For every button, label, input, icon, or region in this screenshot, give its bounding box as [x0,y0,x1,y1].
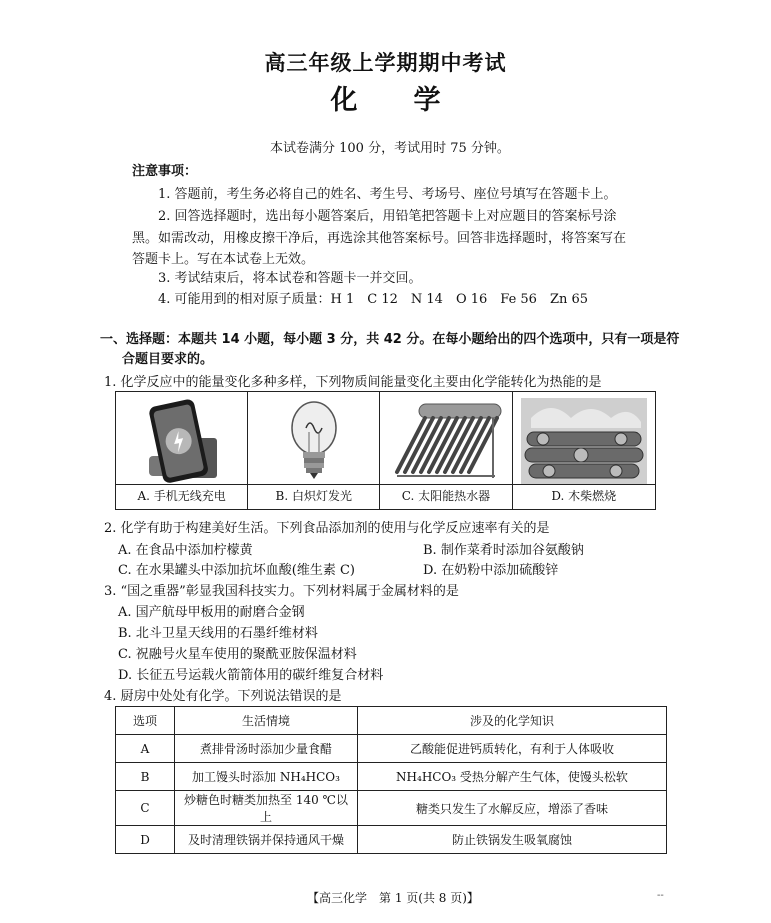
q1-option-b: B. 白炽灯发光 [248,484,379,507]
burning-wood-image [521,398,647,484]
q4-header-option: 选项 [116,707,175,735]
q3-option-c: C. 祝融号火星车使用的聚酰亚胺保温材料 [118,647,357,662]
q4-stem: 4. 厨房中处处有化学。下列说法错误的是 [104,689,342,704]
q4-row-d-option: D [116,826,175,854]
table-row [116,763,667,791]
q4-row-a-scene: 煮排骨汤时添加少量食醋 [175,735,358,763]
table-row [116,791,667,826]
q2-option-a: A. 在食品中添加柠檬黄 [118,543,253,558]
subject-title [0,78,771,117]
notice-item-2: 2. 回答选择题时，选出每小题答案后，用铅笔把答题卡上对应题目的答案标号涂 [158,209,617,224]
q4-header-row [116,707,667,735]
q1-option-c-cell [380,392,512,510]
q3-option-d: D. 长征五号运载火箭箭体用的碳纤维复合材料 [118,668,384,683]
notice-item-2-cont: 黑。如需改动，用橡皮擦干净后，再选涂其他答案标号。回答非选择题时，将答案写在 [132,231,627,246]
notice-item-3: 3. 考试结束后，将本试卷和答题卡一并交回。 [158,271,422,286]
solar-heater-image [383,398,509,484]
light-bulb-image [251,398,377,484]
q4-header-scene: 生活情境 [175,707,358,735]
table-row [116,735,667,763]
q1-option-c: C. 太阳能热水器 [380,484,511,507]
q1-option-a-cell [116,392,248,510]
phone-charging-image [119,398,245,484]
q4-row-c-scene: 炒糖色时糖类加热至 140 ℃以上 [175,791,358,826]
q2-stem: 2. 化学有助于构建美好生活。下列食品添加剂的使用与化学反应速率有关的是 [104,521,550,536]
q4-row-b-knowledge: NH₄HCO₃ 受热分解产生气体，使馒头松软 [358,763,667,791]
q1-option-d-cell [512,392,655,510]
q2-option-d: D. 在奶粉中添加硫酸锌 [423,563,559,578]
table-row [116,826,667,854]
q1-option-d: D. 木柴燃烧 [513,484,655,507]
notice-item-2-cont2: 答题卡上。写在本试卷上无效。 [132,252,315,267]
corner-mark: -- [657,890,664,901]
notice-heading: 注意事项： [132,164,198,179]
section-heading: 一、选择题：本题共 14 小题，每小题 3 分，共 42 分。在每小题给出的四个选项中，只有一项是符 [100,332,680,347]
section-heading-cont: 合题目要求的。 [122,352,214,367]
q4-table [115,706,667,854]
page-footer: 【高三化学 第 1 页(共 8 页)】 [307,891,479,905]
exam-title: 高三年级上学期期中考试 [264,51,507,75]
q4-row-b-scene: 加工馒头时添加 NH₄HCO₃ [175,763,358,791]
exam-intro: 本试卷满分 100 分，考试用时 75 分钟。 [270,141,510,156]
q1-stem: 1. 化学反应中的能量变化多种多样，下列物质间能量变化主要由化学能转化为热能的是 [104,375,602,390]
notice-item-4: 4. 可能用到的相对原子质量：H 1 C 12 N 14 O 16 Fe 56 Zn 65 [158,292,589,307]
q4-row-a-knowledge: 乙酸能促进钙质转化，有利于人体吸收 [358,735,667,763]
q3-stem: 3. “国之重器”彰显我国科技实力。下列材料属于金属材料的是 [104,584,459,599]
notice-item-1: 1. 答题前，考生务必将自己的姓名、考生号、考场号、座位号填写在答题卡上。 [158,187,617,202]
q1-option-b-cell [248,392,380,510]
q4-row-d-knowledge: 防止铁锅发生吸氧腐蚀 [358,826,667,854]
q2-option-c: C. 在水果罐头中添加抗坏血酸(维生素 C) [118,563,355,578]
subject-char-1: 化 [330,85,358,116]
q4-row-b-option: B [116,763,175,791]
subject-char-2: 学 [413,85,441,116]
q4-row-c-knowledge: 糖类只发生了水解反应，增添了香味 [358,791,667,826]
q1-option-a: A. 手机无线充电 [116,484,247,507]
q3-option-a: A. 国产航母甲板用的耐磨合金钢 [118,605,305,620]
q1-option-table [115,391,656,510]
q4-row-c-option: C [116,791,175,826]
q2-option-b: B. 制作菜肴时添加谷氨酸钠 [423,543,584,558]
q4-row-a-option: A [116,735,175,763]
q3-option-b: B. 北斗卫星天线用的石墨纤维材料 [118,626,318,641]
q4-row-d-scene: 及时清理铁锅并保持通风干燥 [175,826,358,854]
q4-header-knowledge: 涉及的化学知识 [358,707,667,735]
